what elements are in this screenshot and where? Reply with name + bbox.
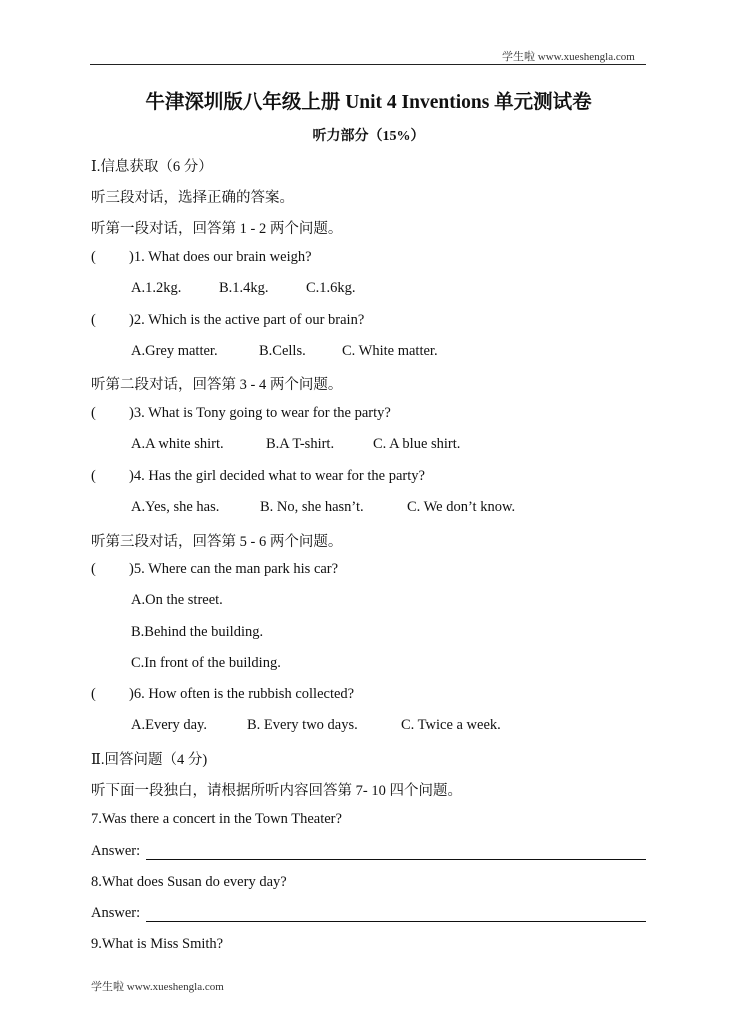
section2-instruction: 听下面一段独白，请根据所听内容回答第 7- 10 四个问题。	[91, 783, 462, 799]
q6-stem: )6. How often is the rubbish collected?	[129, 686, 355, 702]
q2-answer-paren[interactable]: (	[91, 312, 96, 328]
section2-heading: Ⅱ.回答问题（4 分)	[91, 752, 208, 768]
q5-option-c: C.In front of the building.	[131, 655, 281, 671]
q2-stem: )2. Which is the active part of our brain?	[129, 312, 365, 328]
q5-stem: )5. Where can the man park his car?	[129, 561, 339, 577]
section1-instruction: 听三段对话，选择正确的答案。	[91, 190, 294, 206]
q6-option-c: C. Twice a week.	[401, 717, 501, 733]
q1-option-b: B.1.4kg.	[219, 280, 269, 296]
footer-site: 学生啦 www.xueshengla.com	[91, 981, 224, 993]
q7-answer-label: Answer:	[91, 843, 141, 859]
q4-option-a: A.Yes, she has.	[131, 499, 220, 515]
q3-stem: )3. What is Tony going to wear for the party?	[129, 405, 391, 421]
q3-option-b: B.A T-shirt.	[266, 436, 335, 452]
q3-option-c: C. A blue shirt.	[373, 436, 461, 452]
q1-answer-paren[interactable]: (	[91, 249, 96, 265]
part2-instruction: 听第二段对话，回答第 3 - 4 两个问题。	[91, 377, 343, 393]
q4-option-b: B. No, she hasn’t.	[260, 499, 364, 515]
q2-option-c: C. White matter.	[342, 343, 438, 359]
q5-answer-paren[interactable]: (	[91, 561, 96, 577]
q4-option-c: C. We don’t know.	[407, 499, 516, 515]
q6-option-a: A.Every day.	[131, 717, 207, 733]
q3-option-a: A.A white shirt.	[131, 436, 224, 452]
q2-option-b: B.Cells.	[259, 343, 306, 359]
q8-answer-line[interactable]	[146, 921, 646, 922]
q1-option-a: A.1.2kg.	[131, 280, 182, 296]
q7-stem: 7.Was there a concert in the Town Theater?	[91, 811, 342, 827]
q1-stem: )1. What does our brain weigh?	[129, 249, 312, 265]
part3-instruction: 听第三段对话，回答第 5 - 6 两个问题。	[91, 534, 343, 550]
q5-option-a: A.On the street.	[131, 592, 223, 608]
q6-answer-paren[interactable]: (	[91, 686, 96, 702]
q7-answer-line[interactable]	[146, 859, 646, 860]
q5-option-b: B.Behind the building.	[131, 624, 264, 640]
page-title: 牛津深圳版八年级上册 Unit 4 Inventions 单元测试卷	[145, 92, 592, 113]
q4-answer-paren[interactable]: (	[91, 468, 96, 484]
q4-stem: )4. Has the girl decided what to wear for the party?	[129, 468, 425, 484]
q6-option-b: B. Every two days.	[247, 717, 358, 733]
q8-stem: 8.What does Susan do every day?	[91, 874, 287, 890]
part1-instruction: 听第一段对话，回答第 1 - 2 两个问题。	[91, 221, 343, 237]
q3-answer-paren[interactable]: (	[91, 405, 96, 421]
section1-heading: Ⅰ.信息获取（6 分）	[91, 159, 213, 175]
header-rule	[90, 64, 646, 65]
q2-option-a: A.Grey matter.	[131, 343, 218, 359]
q9-stem: 9.What is Miss Smith?	[91, 936, 224, 952]
header-site: 学生啦 www.xueshengla.com	[502, 51, 635, 63]
page-subtitle: 听力部分（15%）	[312, 129, 425, 144]
q1-option-c: C.1.6kg.	[306, 280, 356, 296]
q8-answer-label: Answer:	[91, 905, 141, 921]
